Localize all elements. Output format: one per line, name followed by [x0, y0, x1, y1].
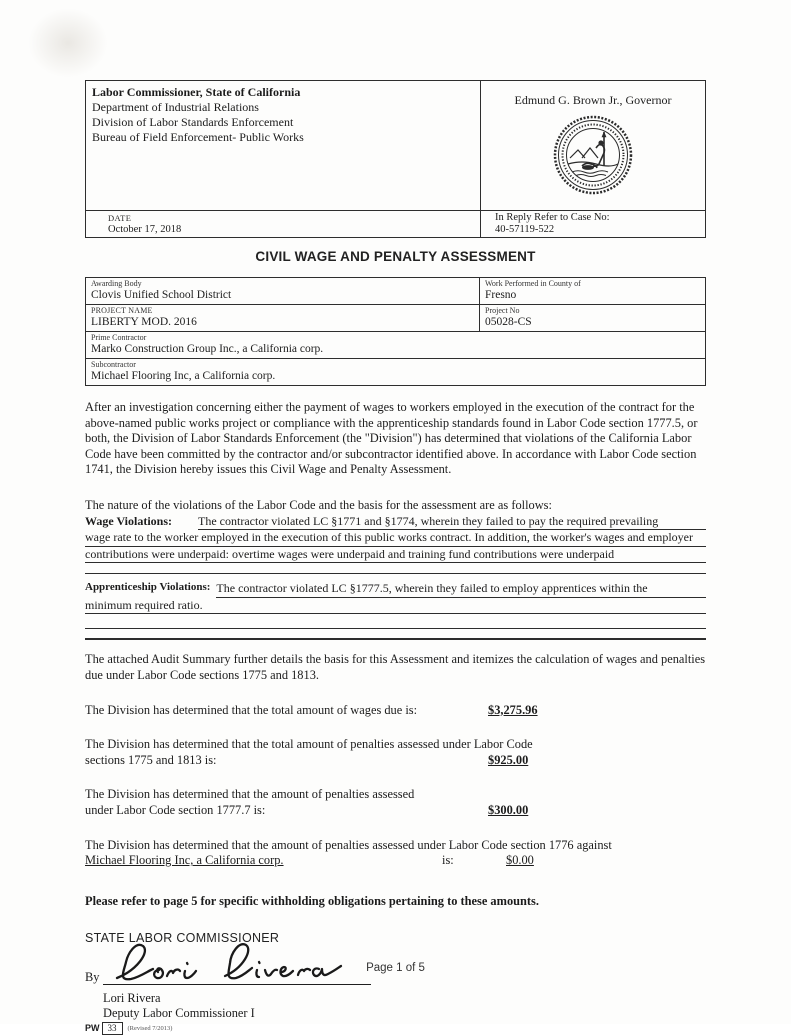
wages-due-text: The Division has determined that the total amount of wages due is:	[85, 702, 418, 717]
apprenticeship-violations-label: Apprenticeship Violations:	[85, 581, 211, 594]
penalties-1777-row	[85, 787, 706, 818]
prime-contractor-value: Marko Construction Group Inc., a California corp.	[91, 343, 324, 355]
prime-contractor-label: Prime Contractor	[91, 333, 147, 342]
subcontractor-cell	[86, 358, 705, 385]
by-label: By	[85, 969, 100, 984]
apprenticeship-violations-line: minimum required ratio.	[85, 598, 706, 615]
county-cell	[479, 278, 705, 304]
subcontractor-label: Subcontractor	[91, 360, 136, 369]
wages-due-amount: $3,275.96	[488, 702, 538, 717]
penalties-1776-is-label: is:	[442, 853, 454, 868]
project-no-cell	[479, 305, 705, 331]
blank-rule-line	[85, 629, 706, 640]
agency-line: Division of Labor Standards Enforcement	[92, 115, 294, 129]
penalties-1775-text: sections 1775 and 1813 is:	[85, 752, 217, 767]
wage-violations-line: contributions were underpaid: overtime wages were underpaid and training fund contributions were underpaid	[85, 547, 706, 564]
intro-paragraph: After an investigation concerning either the payment of wages to workers employed in the execution of the contract for the above-named public works project or compliance with the apprenticeship standards found in Labor Code section 1777.5, or both, the Division of Labor Standards Enforcement (the "Division") has determined that violations of the California Labor Code have been committed by the contractor and/or subcontractor identified above. In accordance with Labor Code section 1741, the Division hereby issues this Civil Wage and Penalty Assessment.	[85, 400, 698, 477]
form-code: PW	[85, 1023, 100, 1034]
page-indicator: Page 1 of 5	[366, 962, 425, 974]
awarding-body-label: Awarding Body	[91, 279, 142, 288]
withholding-note: Please refer to page 5 for specific withholding obligations pertaining to these amounts.	[85, 893, 539, 908]
governor-block	[480, 81, 705, 210]
wage-violations-label: Wage Violations:	[85, 513, 173, 528]
date-label: DATE	[108, 213, 132, 223]
county-value: Fresno	[485, 289, 517, 301]
agency-line: Labor Commissioner, State of California	[92, 85, 301, 99]
wage-violations-section	[85, 514, 706, 575]
wages-due-row	[85, 703, 706, 719]
penalties-1777-text: under Labor Code section 1777.7 is:	[85, 803, 266, 818]
penalties-1775-amount: $925.00	[488, 752, 529, 767]
signer-name: Lori Rivera	[103, 990, 161, 1005]
penalties-1776-entity: Michael Flooring Inc, a California corp.	[85, 853, 284, 868]
awarding-body-value: Clovis Unified School District	[91, 289, 232, 301]
prime-contractor-cell	[86, 331, 705, 358]
awarding-body-cell	[86, 278, 479, 304]
apprenticeship-violations-line: The contractor violated LC §1777.5, wherein they failed to employ apprentices within the	[216, 581, 706, 598]
governor-name: Edmund G. Brown Jr., Governor	[514, 93, 672, 107]
case-number-label: In Reply Refer to Case No:	[495, 212, 610, 223]
project-name-label: PROJECT NAME	[91, 306, 153, 315]
california-state-seal-icon	[552, 114, 634, 200]
penalties-1776-amount: $0.00	[506, 853, 534, 868]
project-info-table	[85, 277, 706, 386]
table-row	[86, 278, 705, 304]
wage-violations-line: The contractor violated LC §1771 and §1774, wherein they failed to pay the required prevailing	[198, 514, 706, 531]
document-title: CIVIL WAGE AND PENALTY ASSESSMENT	[255, 249, 536, 264]
state-labor-commissioner-heading: STATE LABOR COMMISSIONER	[85, 930, 280, 945]
project-name-cell	[86, 305, 479, 331]
letterhead-box	[85, 80, 706, 238]
penalties-1775-row	[85, 737, 706, 768]
form-revision: (Revised 7/2013)	[127, 1024, 173, 1032]
signer-title: Deputy Labor Commissioner I	[103, 1005, 255, 1020]
county-label: Work Performed in County of	[485, 279, 581, 288]
penalties-1776-row	[85, 838, 706, 869]
subcontractor-value: Michael Flooring Inc, a California corp.	[91, 370, 276, 382]
project-name-value: LIBERTY MOD. 2016	[91, 316, 197, 328]
project-no-label: Project No	[485, 306, 520, 315]
case-number-value: 40-57119-522	[495, 224, 555, 235]
project-no-value: 05028-CS	[485, 316, 532, 328]
agency-address-block	[86, 81, 480, 210]
blank-rule-line	[85, 563, 706, 574]
penalties-1776-text: The Division has determined that the amount of penalties assessed under Labor Code section 1776 against	[85, 837, 612, 852]
date-value: October 17, 2018	[108, 224, 182, 235]
form-number: 33	[102, 1022, 123, 1035]
penalties-1777-text: The Division has determined that the amount of penalties assessed	[85, 787, 415, 802]
blank-rule-line	[85, 618, 706, 629]
audit-summary-paragraph: The attached Audit Summary further details the basis for this Assessment and itemizes the calculation of wages and penalties due under Labor Code sections 1775 and 1813.	[85, 652, 706, 683]
agency-line: Department of Industrial Relations	[92, 100, 259, 114]
nature-of-violations-line: The nature of the violations of the Labor Code and the basis for the assessment are as follows:	[85, 497, 552, 512]
wage-violations-line: wage rate to the worker employed in the execution of this public works contract. In addition, the worker's wages and employer	[85, 530, 706, 547]
date-cell	[86, 210, 480, 237]
apprenticeship-violations-section	[85, 581, 706, 640]
penalties-1775-text: The Division has determined that the total amount of penalties assessed under Labor Code	[85, 737, 533, 752]
agency-line: Bureau of Field Enforcement- Public Works	[92, 130, 304, 144]
form-number-row	[85, 1022, 706, 1035]
penalties-1777-amount: $300.00	[488, 803, 529, 818]
table-row	[86, 304, 705, 331]
case-number-cell	[480, 210, 705, 237]
